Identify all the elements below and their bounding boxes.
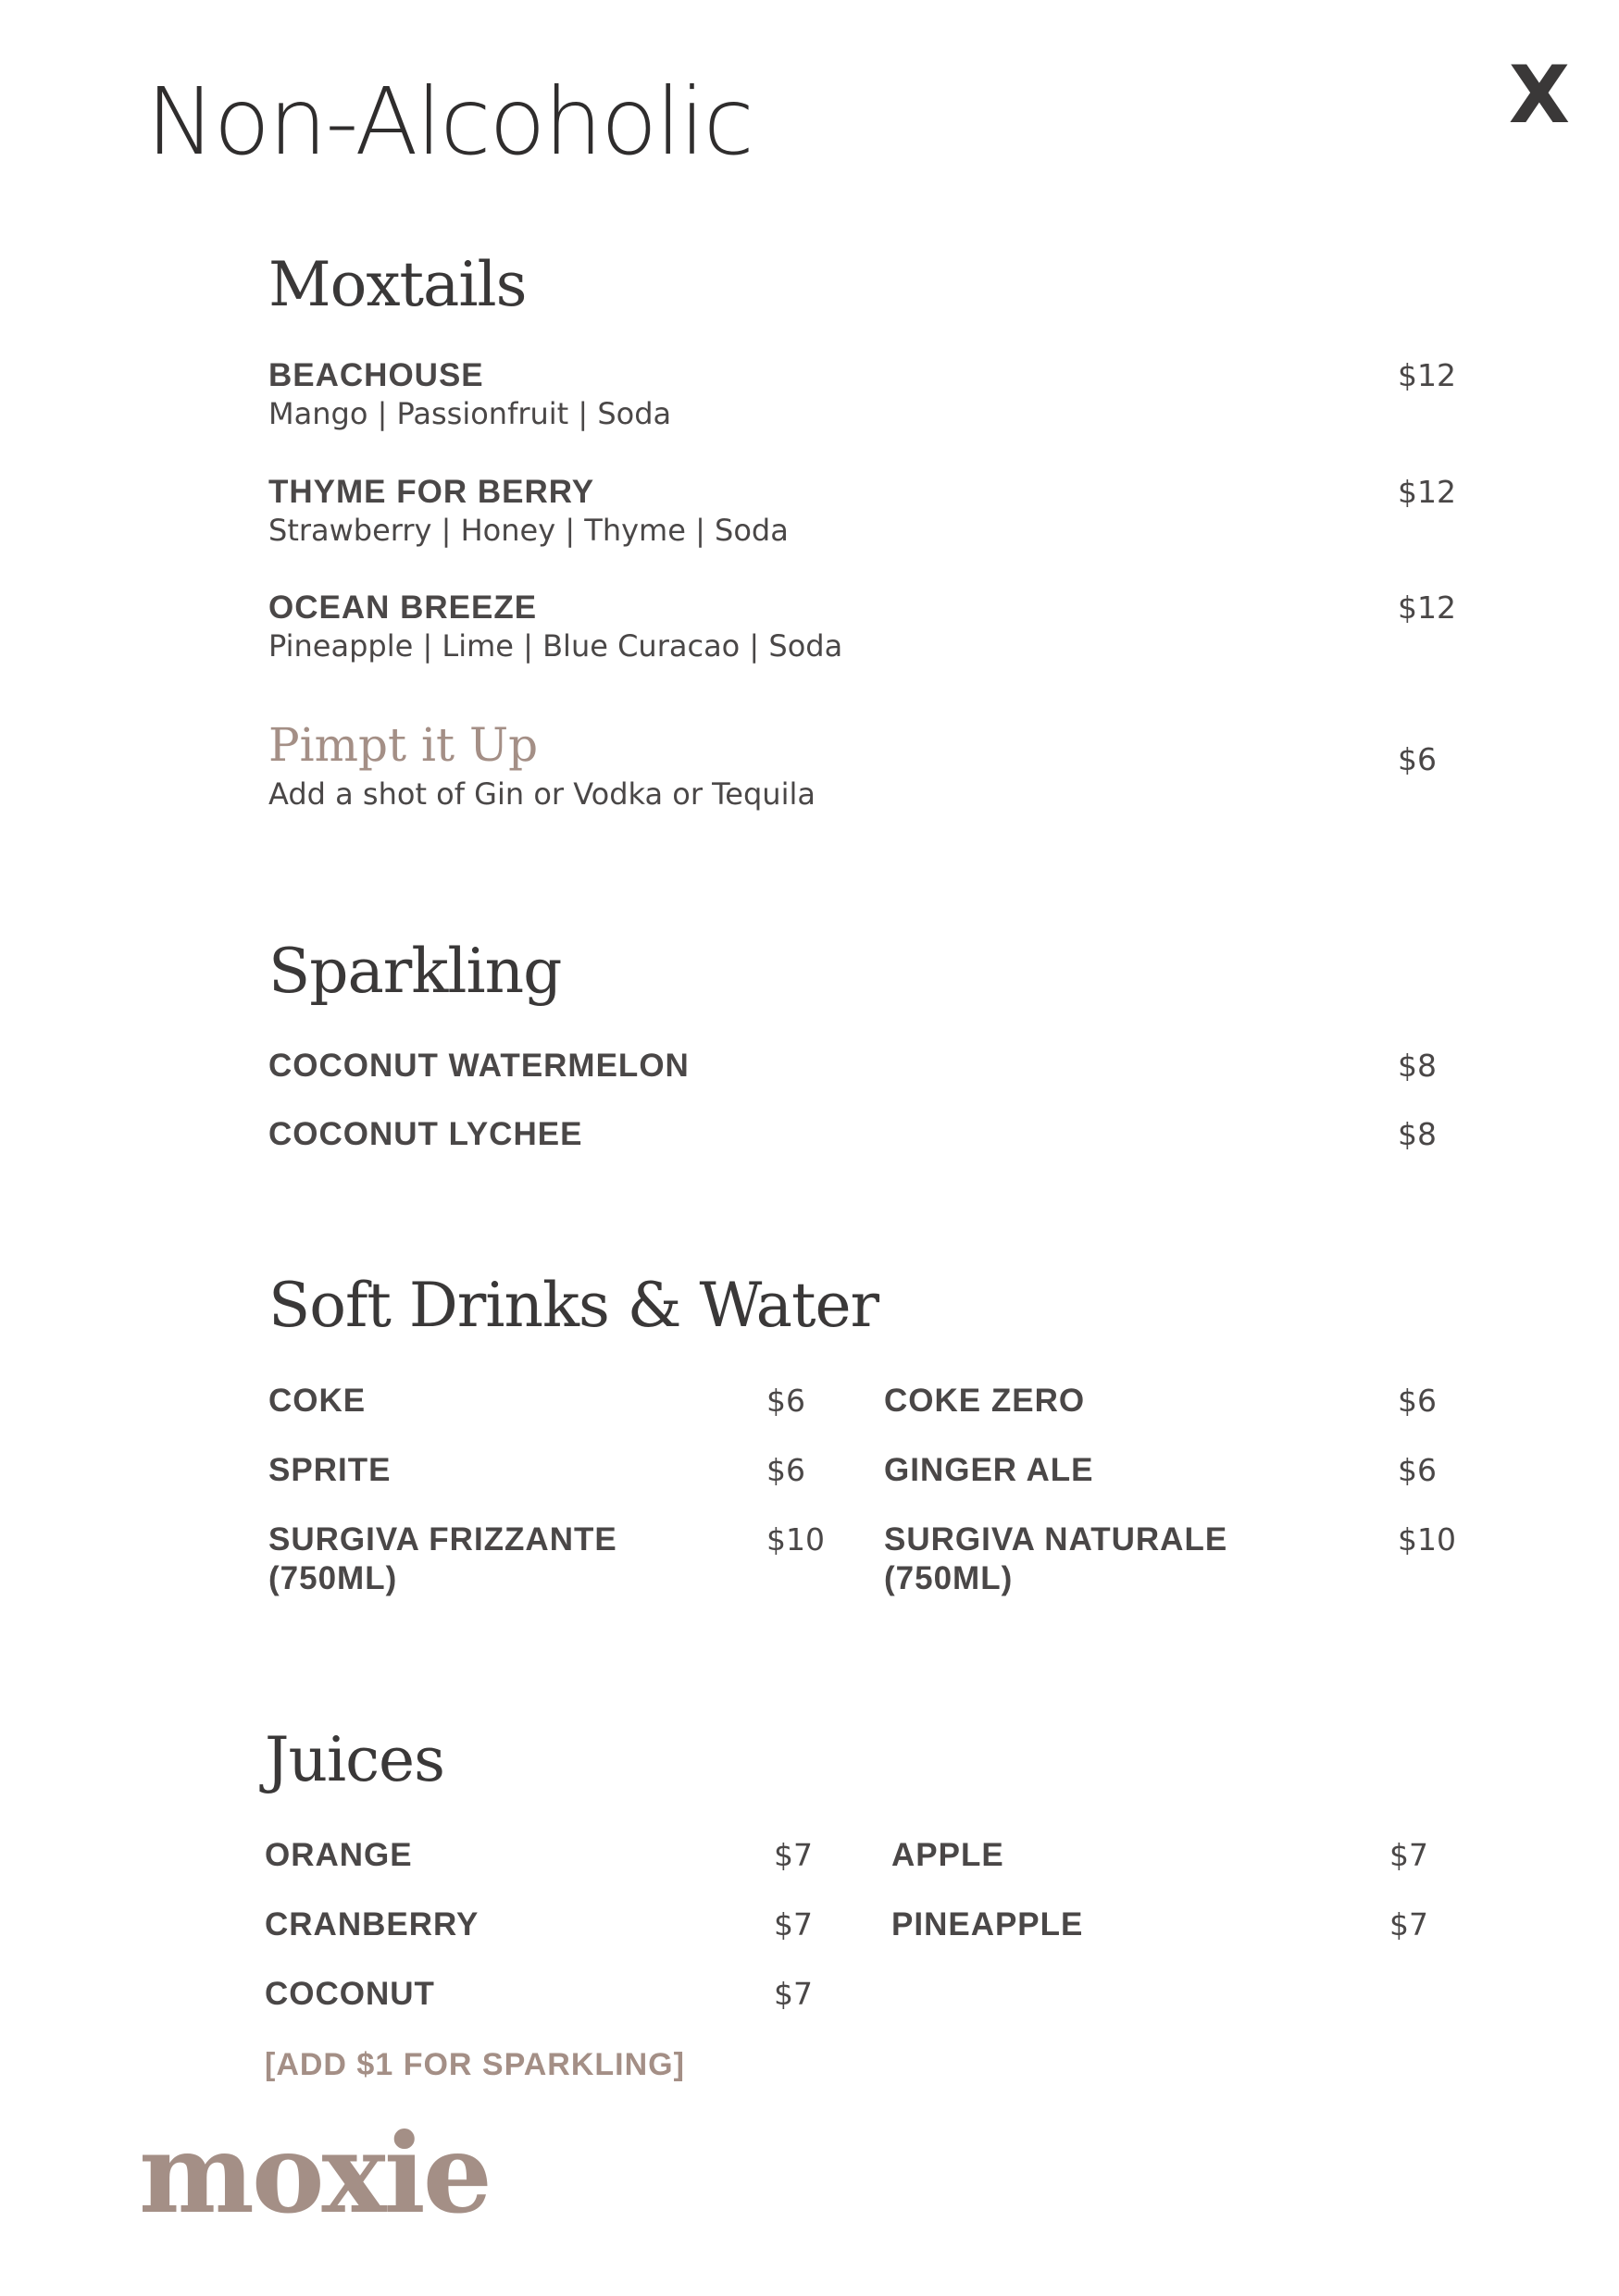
item-name: GINGER ALE — [884, 1452, 1094, 1488]
item-price: $8 — [1398, 1048, 1437, 1084]
item-name: COKE — [268, 1383, 367, 1419]
item-name: COCONUT WATERMELON — [268, 1048, 690, 1084]
item-price: $12 — [1398, 357, 1456, 393]
pimp-it-up-description: Add a shot of Gin or Vodka or Tequila — [268, 776, 816, 812]
section-title-soft-drinks: Soft Drinks & Water — [268, 1270, 879, 1341]
item-price: $6 — [1398, 1383, 1437, 1419]
item-price: $10 — [766, 1521, 825, 1558]
section-title-juices: Juices — [265, 1724, 444, 1795]
item-price: $10 — [1398, 1521, 1456, 1558]
menu-item — [884, 1520, 1227, 1598]
item-name: COCONUT LYCHEE — [268, 1116, 583, 1152]
item-price: $12 — [1398, 590, 1456, 626]
close-icon[interactable]: X — [1508, 49, 1570, 142]
item-name: ORANGE — [265, 1837, 413, 1873]
item-name: CRANBERRY — [265, 1906, 479, 1942]
item-name: SURGIVA FRIZZANTE — [268, 1521, 617, 1558]
item-price: $7 — [774, 1906, 813, 1942]
item-price: $6 — [766, 1452, 805, 1488]
moxie-logo: moxie — [139, 2109, 490, 2238]
item-price: $7 — [1389, 1837, 1428, 1873]
item-name: COKE ZERO — [884, 1383, 1086, 1419]
item-name: SURGIVA NATURALE — [884, 1521, 1228, 1558]
item-name: PINEAPPLE — [891, 1906, 1084, 1942]
item-price: $6 — [766, 1383, 805, 1419]
item-name: APPLE — [891, 1837, 1004, 1873]
menu-item — [268, 589, 842, 664]
item-price: $6 — [1398, 1452, 1437, 1488]
item-name: THYME FOR BERRY — [268, 474, 595, 510]
item-price: $7 — [774, 1837, 813, 1873]
page-title: Non-Alcoholic — [146, 68, 753, 176]
item-description: Pineapple | Lime | Blue Curacao | Soda — [268, 628, 843, 664]
pimp-it-up-title: Pimpt it Up — [268, 718, 539, 772]
item-name: SPRITE — [268, 1452, 392, 1488]
item-name: COCONUT — [265, 1976, 435, 2012]
item-size: (750ML) — [884, 1560, 1014, 1596]
sparkling-note: [ADD $1 FOR SPARKLING] — [265, 2047, 685, 2082]
item-description: Strawberry | Honey | Thyme | Soda — [268, 513, 789, 548]
menu-item — [268, 473, 789, 549]
item-price: $12 — [1398, 474, 1456, 510]
menu-item — [268, 1520, 617, 1598]
section-title-moxtails: Moxtails — [268, 249, 527, 320]
menu-item — [268, 356, 671, 432]
item-price: $8 — [1398, 1116, 1437, 1152]
item-name: BEACHOUSE — [268, 357, 484, 393]
item-price: $7 — [1389, 1906, 1428, 1942]
item-price: $7 — [774, 1976, 813, 2012]
pimp-it-up-price: $6 — [1398, 741, 1437, 777]
item-name: OCEAN BREEZE — [268, 590, 538, 626]
item-description: Mango | Passionfruit | Soda — [268, 396, 672, 431]
section-title-sparkling: Sparkling — [268, 936, 562, 1007]
item-size: (750ML) — [268, 1560, 398, 1596]
